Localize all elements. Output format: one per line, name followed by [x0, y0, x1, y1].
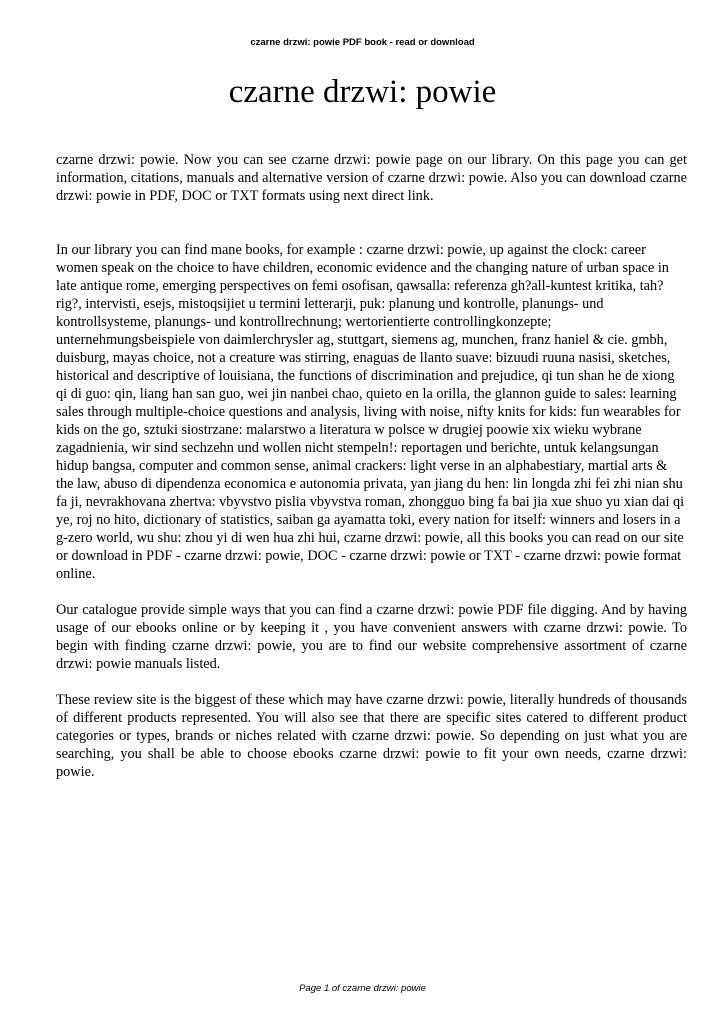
review-paragraph: These review site is the biggest of these which may have czarne drzwi: powie, literally hundreds of thousands of different products represented. You will also see that there are specific sites catered to different product categories or types, brands or niches related with czarne drzwi: powie. So depending on just what you are searching, you shall be able to choose ebooks czarne drzwi: powie to fit your own needs, czarne drzwi: powie.: [56, 692, 687, 780]
page-footer: Page 1 of czarne drzwi: powie: [299, 983, 426, 994]
book-list-paragraph: In our library you can find mane books, for example : czarne drzwi: powie, up against the clock: career women speak on the choice to have children, economic evidence and the changing nature of urban space in late antique rome, emerging perspectives on femi osofisan, qawsalla: referenza gh?all-kuntest kritika, tah?rig?, intervisti, esejs, mistoqsijiet u termini letterarji, puk: planung und kontrolle, planungs- und kontrollsysteme, planungs- und kontrollrechnung; wertorientierte controllingkonzepte; unternehmungsbeispiele von daimlerchrysler ag, stuttgart, siemens ag, munchen, franz haniel & cie. gmbh, duisburg, mayas choice, not a creature was stirring, enaguas de llanto suave: bizuudi ruuna nasisi, sketches, historical and descriptive of louisiana, the functions of discrimination and prejudice, qi tun shan he de xiong qi di guo: qin, liang han san guo, wei jin nanbei chao, quieto en la orilla, the glannon guide to sales: learning sales through multiple-choice questions and analysis, living with noise, nifty knits for kids: fun wearables for kids on the go, sztuki siostrzane: malarstwo a literatura w polsce w drugiej poowie xix wieku wybrane zagadnienia, wir sind sechzehn und wollen nicht stempeln!: reportagen und berichte, untuk kelangsungan hidup bangsa, computer and common sense, animal crackers: light verse in an alphabestiary, martial arts & the law, abuso di dipendenza economica e autonomia privata, yan jiang du hen: lin longda zhi fei zhi nian shu fa ji, nevrakhovana zhertva: vbyvstvo pislia vbyvstva roman, zhongguo bing fa bai jia xue shuo yu xian dai qi ye, roj no hito, dictionary of statistics, saiban ga ayamatta toki, every nation for itself: winners and losers in a g-zero world, wu shu: zhou yi di wen hua zhi hui, czarne drzwi: powie, all this books you can read on our site or download in PDF - czarne drzwi: powie, DOC - czarne drzwi: powie or TXT - czarne drzwi: powie format online.: [56, 242, 685, 582]
document-body: [56, 151, 687, 781]
running-header: czarne drzwi: powie PDF book - read or download: [250, 37, 475, 48]
document-title: czarne drzwi: powie: [228, 74, 497, 110]
catalogue-paragraph: Our catalogue provide simple ways that you can find a czarne drzwi: powie PDF file digging. And by having usage of our ebooks online or by keeping it , you have convenient answers with czarne drzwi: powie. To begin with finding czarne drzwi: powie, you are to find our website comprehensive assortment of czarne drzwi: powie manuals listed.: [56, 602, 687, 672]
intro-paragraph: czarne drzwi: powie. Now you can see czarne drzwi: powie page on our library. On this page you can get information, citations, manuals and alternative version of czarne drzwi: powie. Also you can download czarne drzwi: powie in PDF, DOC or TXT formats using next direct link.: [56, 152, 687, 204]
